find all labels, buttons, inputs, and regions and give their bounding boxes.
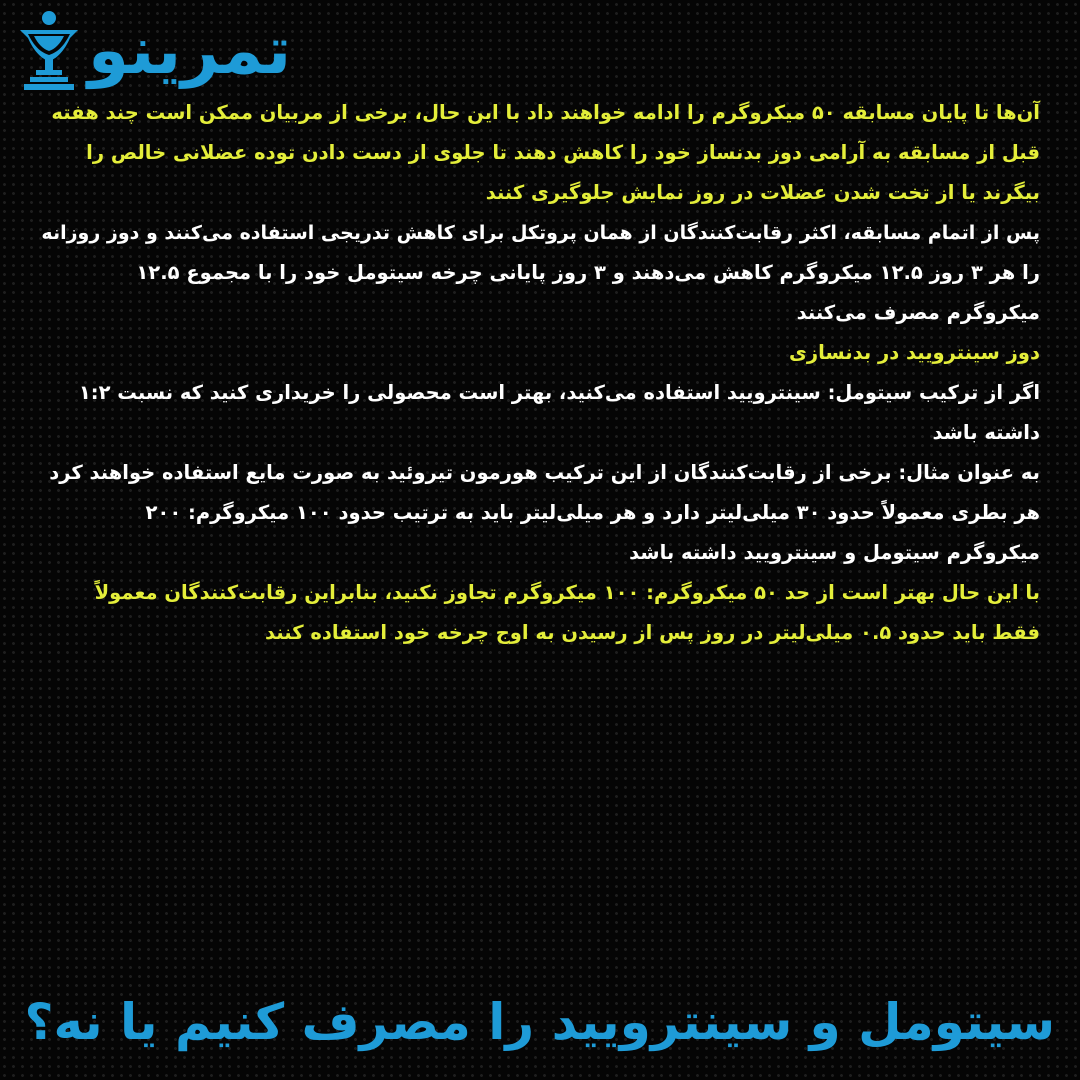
text-line: را هر ۳ روز ۱۲.۵ میکروگرم کاهش می‌دهند و ۳ روز پایانی چرخه سیتومل خود را با مجموع ۱۲.۵	[136, 261, 1040, 284]
text-line: پس از اتمام مسابقه، اکثر رقابت‌کنندگان از همان پروتکل برای کاهش تدریجی استفاده می‌کنند و دوز روزانه	[41, 222, 1040, 244]
brand-name: تمرینو	[88, 12, 292, 89]
paragraph-combination-ratio	[40, 373, 1040, 453]
text-line: قبل از مسابقه به آرامی دوز بدنساز خود را کاهش دهند تا جلوی از دست دادن توده عضلانی خالص را	[86, 141, 1040, 164]
text-line: اگر از ترکیب سیتومل: سینترویید استفاده می‌کنید، بهتر است محصولی را خریداری کنید که نسبت ۱:۲	[78, 381, 1040, 404]
trophy-cup-icon	[14, 8, 84, 94]
paragraph-maintenance-dose	[40, 93, 1040, 213]
text-line: میکروگرم مصرف می‌کنند	[796, 301, 1040, 324]
paragraph-example	[40, 453, 1040, 573]
text-line: بیگرند یا از تخت شدن عضلات در روز نمایش جلوگیری کنند	[485, 181, 1040, 204]
paragraph-limit-warning	[40, 573, 1040, 653]
text-line: به عنوان مثال: برخی از رقابت‌کنندگان از این ترکیب هورمون تیروئید به صورت مایع استفاده خواهند کرد	[49, 461, 1040, 484]
section-heading	[40, 333, 1040, 373]
text-line: میکروگرم سیتومل و سینترویید داشته باشد	[629, 541, 1040, 564]
brand-logo	[14, 8, 291, 94]
heading-line: دوز سینترویید در بدنسازی	[789, 341, 1040, 364]
text-line: آن‌ها تا پایان مسابقه ۵۰ میکروگرم را ادامه خواهند داد با این حال، برخی از مربیان ممکن است چند هفته	[51, 101, 1040, 124]
footer-title: سیتومل و سینترویید را مصرف کنیم یا نه؟	[24, 993, 1056, 1051]
text-line: داشته باشد	[932, 421, 1040, 444]
text-line: با این حال بهتر است از حد ۵۰ میکروگرم: ۱۰۰ میکروگرم تجاوز نکنید، بنابراین رقابت‌کنندگان معمولاً	[94, 581, 1040, 604]
article-body	[40, 93, 1040, 653]
paragraph-post-contest	[40, 213, 1040, 333]
text-line: فقط باید حدود ۰.۵ میلی‌لیتر در روز پس از رسیدن به اوج چرخه خود استفاده کنند	[265, 621, 1040, 644]
text-line: هر بطری معمولاً حدود ۳۰ میلی‌لیتر دارد و هر میلی‌لیتر باید به ترتیب حدود ۱۰۰ میکروگرم: ۲۰۰	[145, 501, 1040, 524]
